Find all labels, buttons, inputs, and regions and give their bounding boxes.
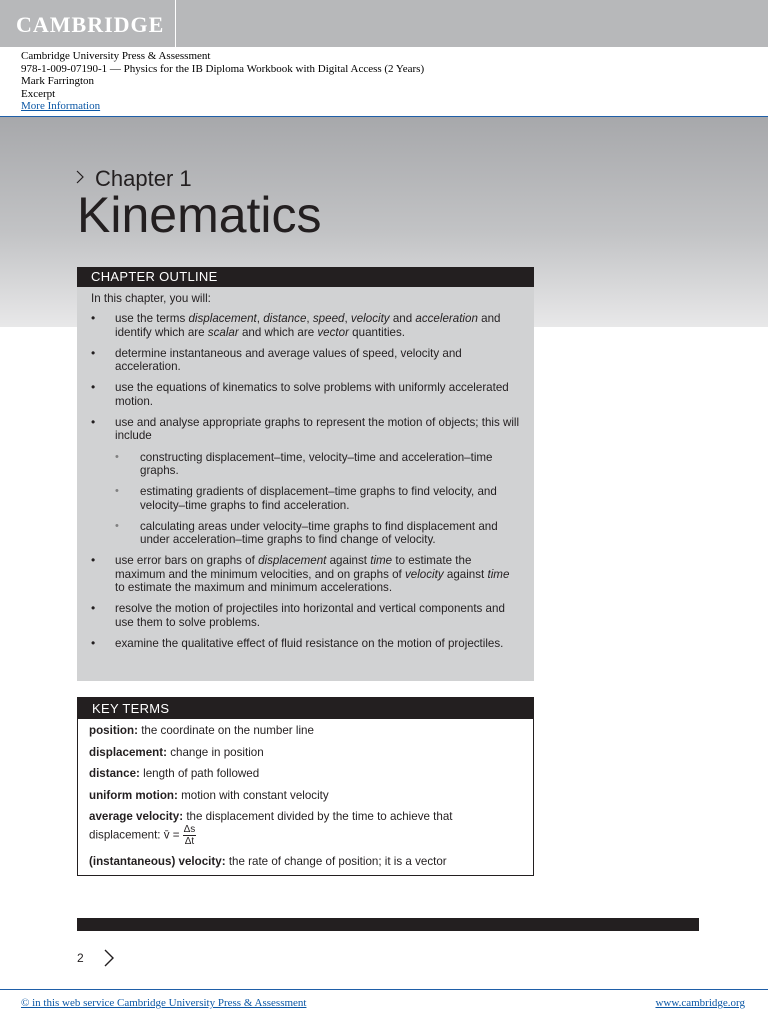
outline-term: velocity: [404, 567, 444, 581]
outline-text: ,: [306, 312, 313, 326]
outline-sublist: [115, 451, 520, 547]
outline-subitem: • calculating areas under velocity–time graphs to find displacement and under acceleration–time graphs to find change of velocity.: [115, 520, 520, 547]
outline-term: speed: [312, 312, 345, 326]
outline-item: [91, 312, 520, 339]
outline-term: displacement: [188, 312, 257, 326]
more-information-link[interactable]: More Information: [21, 100, 101, 113]
outline-term: distance: [263, 312, 307, 326]
key-term: uniform motion:: [89, 788, 178, 802]
outline-item: [91, 554, 520, 594]
key-term-row: [89, 724, 522, 738]
outline-text: against: [326, 554, 371, 568]
outline-text: to estimate the maximum and minimum accelerations.: [115, 581, 393, 595]
excerpt-label: Excerpt: [21, 87, 56, 100]
outline-text: resolve the motion of projectiles into horizontal and vertical components and use them to solve problems.: [115, 602, 505, 629]
key-term: displacement:: [89, 745, 167, 759]
key-terms-list: [78, 719, 533, 868]
footer-divider: [0, 989, 768, 990]
page-number: 2: [77, 951, 84, 965]
outline-text: and: [389, 312, 416, 326]
chevron-right-icon: [76, 168, 89, 188]
key-term-definition: change in position: [170, 745, 264, 759]
outline-text: against: [443, 567, 488, 581]
formula-numerator: Δs: [183, 823, 196, 835]
key-term-definition: the displacement divided by the time to achieve that displacement:: [89, 810, 453, 842]
key-term: position:: [89, 724, 138, 737]
outline-text: examine the qualitative effect of fluid resistance on the motion of projectiles.: [115, 636, 504, 650]
outline-text: and which are: [238, 325, 318, 339]
key-term-definition: length of path followed: [143, 767, 260, 780]
cambridge-site-link[interactable]: www.cambridge.org: [655, 997, 745, 1009]
next-page-chevron-icon: [103, 948, 115, 973]
chapter-title: Kinematics: [77, 187, 322, 243]
outline-text: to estimate the maximum and the minimum velocities, and on graphs of: [115, 554, 472, 581]
outline-term: time: [370, 554, 393, 568]
outline-term: velocity: [350, 312, 390, 326]
key-term-row: [89, 855, 522, 869]
outline-text: determine instantaneous and average values of speed, velocity and acceleration.: [115, 346, 462, 374]
outline-item: [91, 381, 520, 408]
copyright-link[interactable]: © in this web service Cambridge University Press & Assessment: [21, 997, 307, 1009]
outline-term: acceleration: [415, 312, 478, 326]
outline-text: quantities.: [348, 325, 406, 339]
outline-text: ,: [344, 312, 351, 326]
key-terms-header: KEY TERMS: [78, 698, 533, 719]
banner-divider: [175, 0, 176, 47]
outline-item: [91, 347, 520, 374]
footer: [21, 997, 745, 1009]
key-term-definition: the coordinate on the number line: [141, 724, 314, 737]
key-term-row: [89, 767, 522, 781]
isbn-title: 978-1-009-07190-1 — Physics for the IB Diploma Workbook with Digital Access (2 Years): [21, 62, 425, 75]
page-bottom-bar: [77, 918, 699, 931]
outline-item: [91, 602, 520, 629]
key-term: (instantaneous) velocity:: [89, 854, 226, 868]
author: Mark Farrington: [21, 75, 95, 88]
outline-subitem: • estimating gradients of displacement–time graphs to find velocity, and velocity–time graphs to find acceleration.: [115, 485, 520, 512]
chapter-number: Chapter 1: [95, 166, 192, 191]
key-term-row: [89, 746, 522, 760]
outline-term: scalar: [207, 325, 239, 339]
key-term: average velocity:: [89, 810, 184, 823]
outline-list: [91, 312, 520, 650]
formula-fraction: [183, 824, 197, 847]
outline-text: and identify which are: [115, 312, 501, 339]
key-terms-box: [77, 697, 534, 876]
outline-term: vector: [317, 325, 349, 339]
outline-text: ,: [256, 312, 264, 326]
chapter-outline-header: CHAPTER OUTLINE: [77, 267, 534, 287]
formula-lhs: v̄ =: [163, 828, 180, 842]
top-banner: [0, 0, 768, 47]
outline-text: use error bars on graphs of: [115, 554, 259, 568]
document-metadata: [21, 50, 424, 113]
cambridge-logo: CAMBRIDGE: [16, 12, 165, 37]
outline-item: [91, 637, 520, 650]
outline-term: displacement: [258, 554, 327, 568]
outline-intro: In this chapter, you will:: [91, 292, 211, 305]
outline-text: use the equations of kinematics to solve problems with uniformly accelerated motion.: [115, 381, 509, 408]
outline-text: use and analyse appropriate graphs to represent the motion of objects; this will include: [115, 416, 520, 443]
key-term-definition: the rate of change of position; it is a vector: [228, 854, 447, 868]
outline-text: use the terms: [115, 312, 189, 326]
key-term-definition: motion with constant velocity: [181, 788, 329, 802]
outline-subitem: • constructing displacement–time, velocity–time and acceleration–time graphs.: [115, 451, 520, 478]
outline-item: [91, 416, 520, 546]
key-term: distance:: [89, 767, 140, 780]
key-term-row: [89, 810, 522, 847]
publisher: Cambridge University Press & Assessment: [21, 50, 211, 62]
key-term-row: [89, 789, 522, 803]
outline-term: time: [487, 567, 510, 581]
formula-denominator: Δt: [184, 835, 195, 847]
chapter-outline-box: [77, 267, 534, 681]
